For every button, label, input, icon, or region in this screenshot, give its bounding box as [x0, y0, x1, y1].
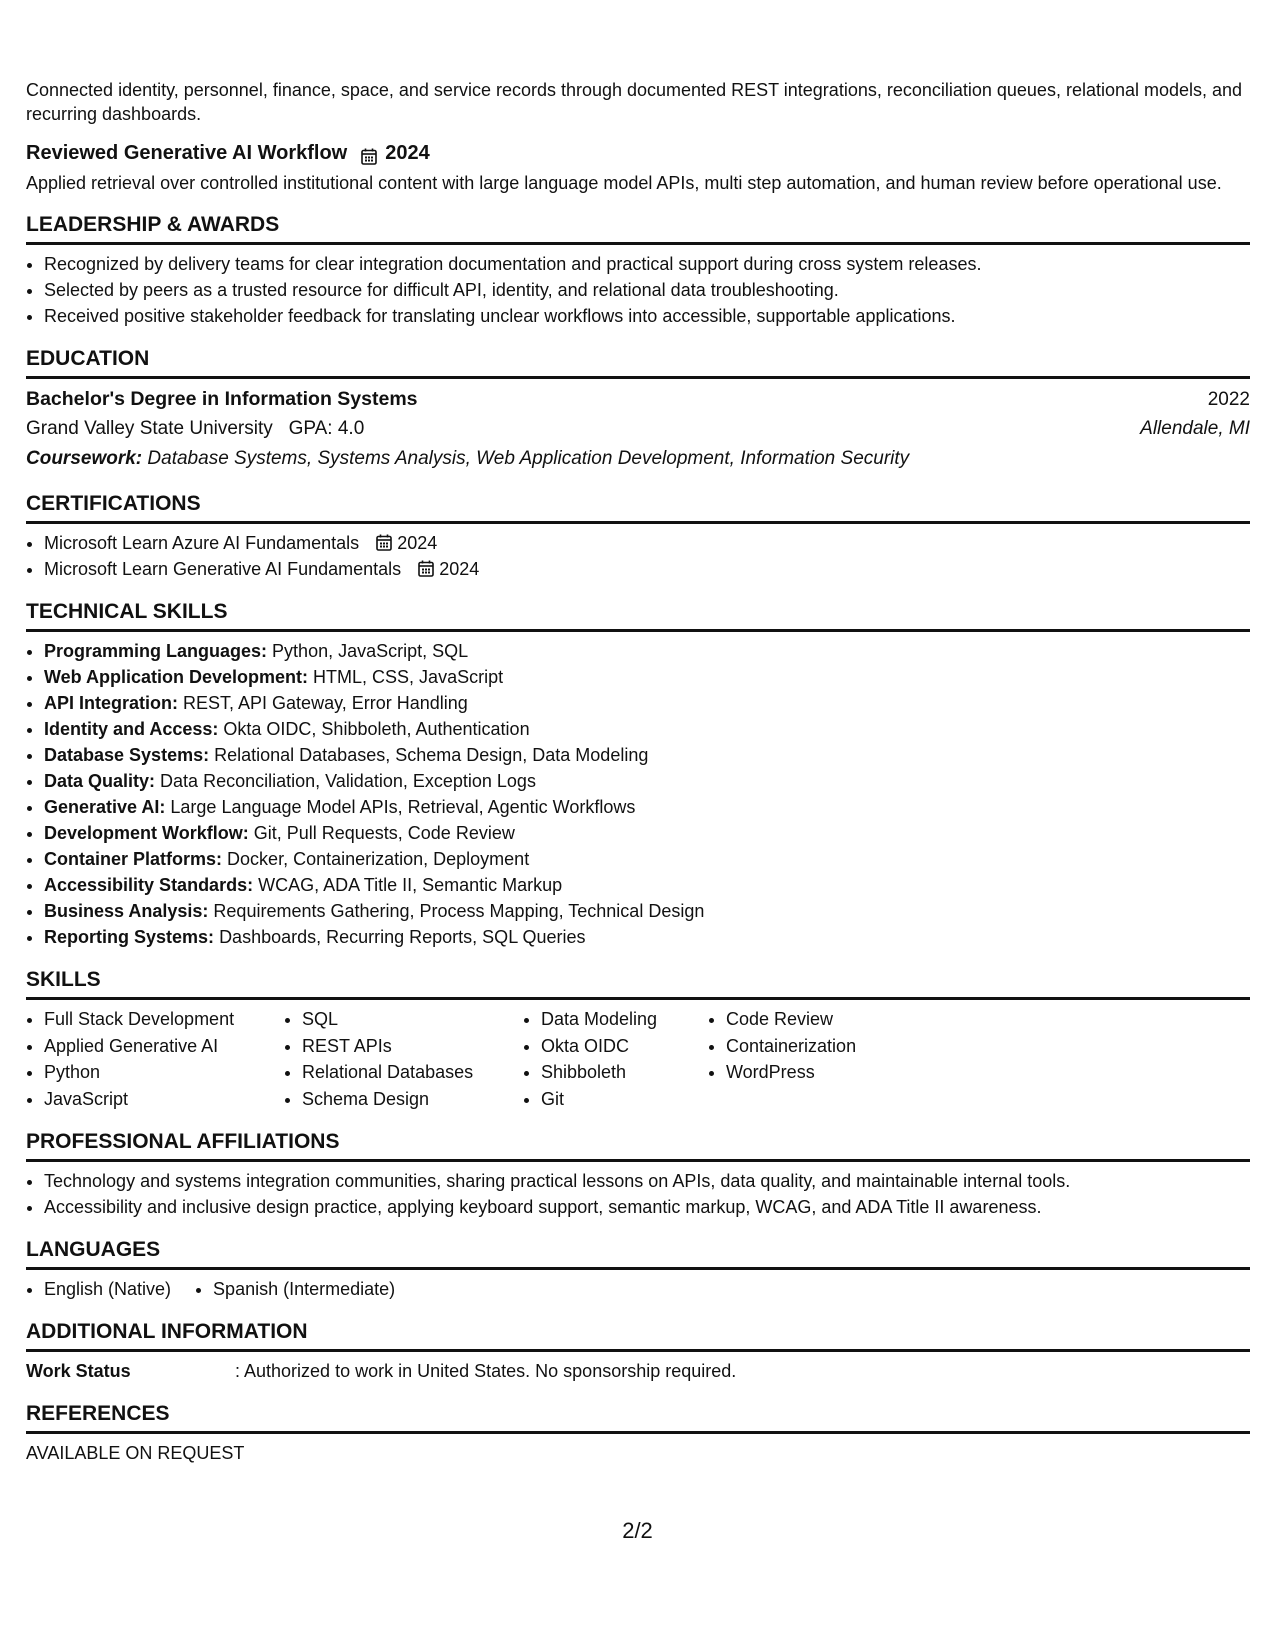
skill-values: Requirements Gathering, Process Mapping, Technical Design [213, 901, 705, 921]
list-item: • Containerization [726, 1033, 926, 1060]
languages-list [26, 1276, 1250, 1302]
skills-column [284, 1006, 523, 1112]
skill-category: Reporting Systems: [44, 927, 215, 947]
list-item: • Recognized by delivery teams for clear integration documentation and practical support during cross system releases. [44, 251, 1250, 277]
skill-category: Web Application Development: [44, 667, 309, 687]
skill-category: Data Quality: [44, 771, 156, 791]
list-item: • Selected by peers as a trusted resource for difficult API, identity, and relational data troubleshooting. [44, 277, 1250, 303]
cert-year: 2024 [439, 559, 480, 579]
work-status-value: : Authorized to work in United States. No sponsorship required. [235, 1361, 737, 1381]
work-status-label: Work Status [26, 1361, 131, 1381]
list-item: • Git [541, 1086, 708, 1113]
education-school-row [26, 414, 1250, 443]
list-item: • REST APIs [302, 1033, 523, 1060]
leadership-list [26, 251, 1250, 329]
list-item: • JavaScript [44, 1086, 284, 1113]
degree-title: Bachelor's Degree in Information Systems [26, 388, 418, 410]
list-item [44, 846, 1250, 872]
list-item: • Shibboleth [541, 1059, 708, 1086]
coursework-list: Database Systems, Systems Analysis, Web Application Development, Information Security [147, 448, 910, 469]
skill-category: Identity and Access: [44, 719, 219, 739]
skill-values: REST, API Gateway, Error Handling [183, 693, 468, 713]
list-item [44, 716, 1250, 742]
project-title-row [26, 139, 1250, 167]
list-item: • Data Modeling [541, 1006, 708, 1033]
certifications-list [26, 530, 1250, 582]
references-heading: REFERENCES [26, 1400, 1250, 1434]
skill-category: Business Analysis: [44, 901, 209, 921]
technical-skills-heading: TECHNICAL SKILLS [26, 598, 1250, 632]
list-item: • Technology and systems integration communities, sharing practical lessons on APIs, data quality, and maintainable internal tools. [44, 1168, 1250, 1194]
affiliations-heading: PROFESSIONAL AFFILIATIONS [26, 1128, 1250, 1162]
list-item [44, 530, 1250, 556]
graduation-year: 2022 [1207, 389, 1250, 410]
calendar-icon [361, 145, 377, 162]
list-item [44, 898, 1250, 924]
skill-values: Okta OIDC, Shibboleth, Authentication [223, 719, 530, 739]
skill-values: Git, Pull Requests, Code Review [253, 823, 515, 843]
list-item: • Applied Generative AI [44, 1033, 284, 1060]
languages-heading: LANGUAGES [26, 1236, 1250, 1270]
skill-values: WCAG, ADA Title II, Semantic Markup [258, 875, 563, 895]
work-status-row [26, 1358, 1250, 1384]
additional-info-heading: ADDITIONAL INFORMATION [26, 1318, 1250, 1352]
skill-category: Container Platforms: [44, 849, 223, 869]
project-year: 2024 [385, 142, 430, 164]
list-item: • Relational Databases [302, 1059, 523, 1086]
list-item [44, 872, 1250, 898]
list-item: • Full Stack Development [44, 1006, 284, 1033]
skill-values: Relational Databases, Schema Design, Data Modeling [214, 745, 649, 765]
skill-category: Database Systems: [44, 745, 210, 765]
list-item: • Received positive stakeholder feedback for translating unclear workflows into accessible, supportable applications. [44, 303, 1250, 329]
skill-values: Python, JavaScript, SQL [272, 641, 469, 661]
list-item [44, 742, 1250, 768]
list-item [44, 794, 1250, 820]
skill-values: Dashboards, Recurring Reports, SQL Queries [219, 927, 586, 947]
skill-category: API Integration: [44, 693, 178, 713]
list-item: • SQL [302, 1006, 523, 1033]
education-degree-row [26, 385, 1250, 414]
list-item: • Code Review [726, 1006, 926, 1033]
affiliations-list [26, 1168, 1250, 1220]
list-item: • Okta OIDC [541, 1033, 708, 1060]
certifications-heading: CERTIFICATIONS [26, 490, 1250, 524]
skill-category: Accessibility Standards: [44, 875, 254, 895]
coursework-label: Coursework: [26, 448, 143, 469]
skills-heading: SKILLS [26, 966, 1250, 1000]
skill-category: Programming Languages: [44, 641, 268, 661]
school-name: Grand Valley State University [26, 418, 273, 439]
skill-values: HTML, CSS, JavaScript [313, 667, 504, 687]
skills-column [523, 1006, 708, 1112]
list-item [44, 924, 1250, 950]
list-item [44, 638, 1250, 664]
list-item: • Python [44, 1059, 284, 1086]
list-item [44, 556, 1250, 582]
list-item: • Schema Design [302, 1086, 523, 1113]
gpa: GPA: 4.0 [288, 418, 365, 439]
references-text: AVAILABLE ON REQUEST [26, 1443, 245, 1463]
leadership-heading: LEADERSHIP & AWARDS [26, 211, 1250, 245]
list-item [44, 820, 1250, 846]
list-item: • Spanish (Intermediate) [213, 1276, 395, 1302]
cert-name: Microsoft Learn Generative AI Fundamentals [44, 559, 402, 579]
project-description: Applied retrieval over controlled institutional content with large language model APIs, multi step automation, and human review before operational use. [26, 173, 1222, 193]
project-title: Reviewed Generative AI Workflow [26, 142, 348, 164]
list-item [44, 768, 1250, 794]
skill-category: Generative AI: [44, 797, 166, 817]
technical-skills-list [26, 638, 1250, 950]
education-heading: EDUCATION [26, 345, 1250, 379]
list-item: • English (Native) [44, 1276, 171, 1302]
experience-paragraph: Connected identity, personnel, finance, space, and service records through documented REST integrations, reconciliation queues, relational models, and recurring dashboards. [26, 80, 1243, 124]
calendar-icon [418, 558, 434, 575]
page-number: 2/2 [622, 1518, 653, 1543]
calendar-icon [376, 532, 392, 549]
cert-name: Microsoft Learn Azure AI Fundamentals [44, 533, 360, 553]
coursework [26, 443, 1250, 474]
skill-values: Large Language Model APIs, Retrieval, Agentic Workflows [170, 797, 636, 817]
skill-values: Data Reconciliation, Validation, Exception Logs [160, 771, 536, 791]
list-item: • Accessibility and inclusive design practice, applying keyboard support, semantic markup, WCAG, and ADA Title II awareness. [44, 1194, 1250, 1220]
skills-grid [26, 1006, 1250, 1112]
skills-column [708, 1006, 926, 1112]
skill-values: Docker, Containerization, Deployment [227, 849, 530, 869]
school-location: Allendale, MI [1140, 418, 1250, 439]
skills-column [26, 1006, 284, 1112]
resume-content [26, 78, 1250, 1466]
skill-category: Development Workflow: [44, 823, 249, 843]
list-item: • WordPress [726, 1059, 926, 1086]
list-item [44, 690, 1250, 716]
list-item [44, 664, 1250, 690]
cert-year: 2024 [397, 533, 438, 553]
